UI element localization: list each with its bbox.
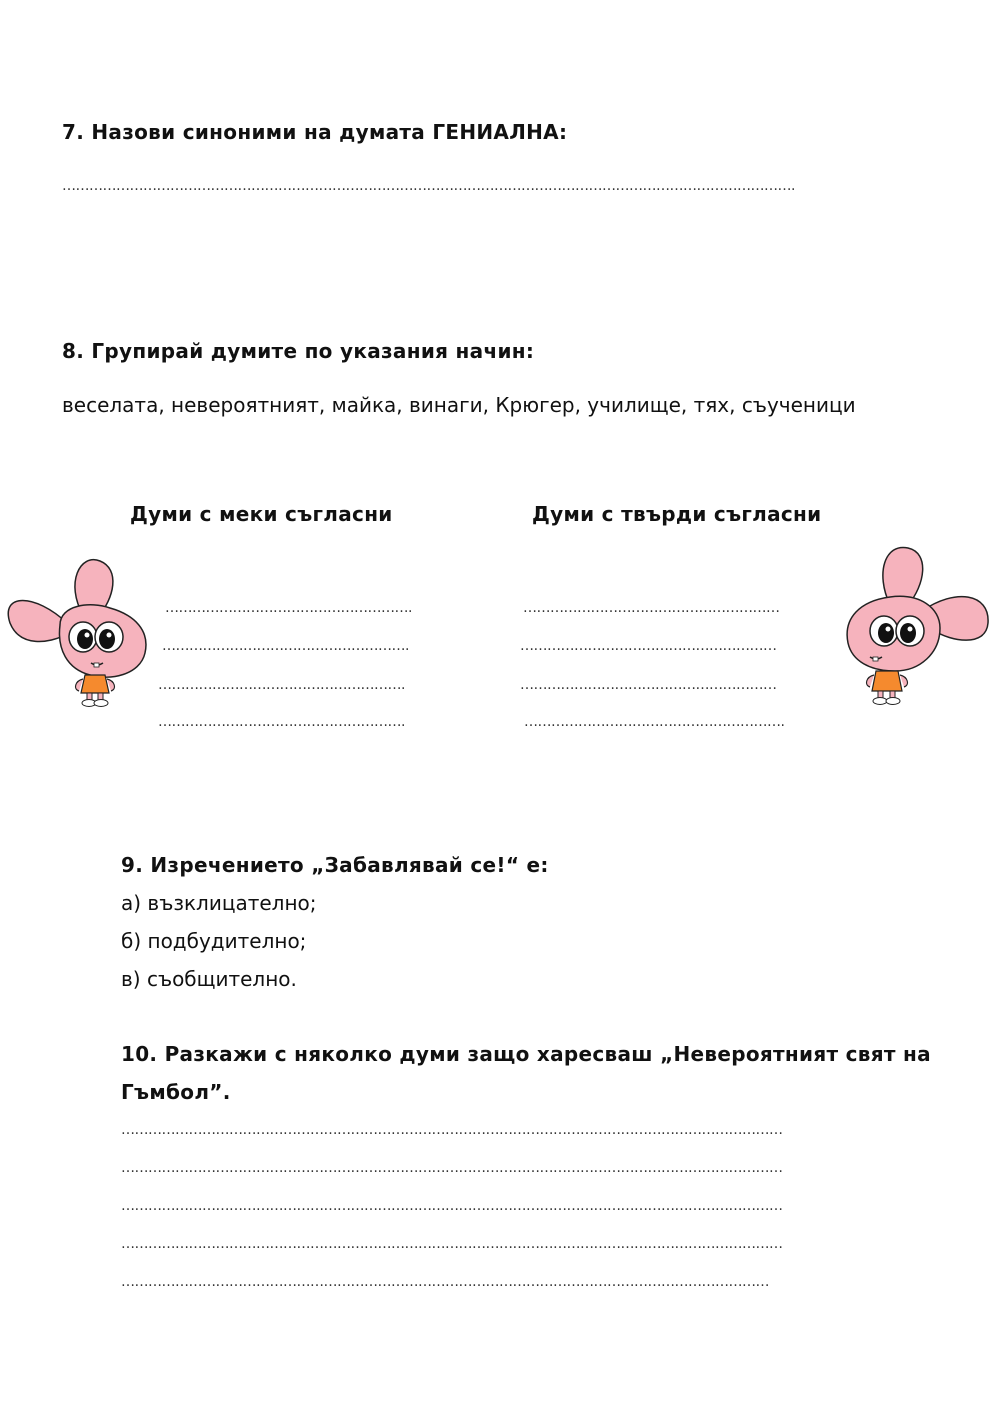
q9-option-b[interactable]: б) подбудително; [121,929,307,953]
q10-answer-line[interactable]: ………………………………………………………………………………………………………………………………… [121,1122,783,1138]
q9-option-c[interactable]: в) съобщително. [121,967,297,991]
q7-answer-line[interactable]: ………………………………………………………………………………………………………………………………………………. [62,178,795,194]
q8-word-list: веселата, невероятният, майка, винаги, Крюгер, училище, тях, съученици [62,393,856,417]
pink-bunny-character-icon [5,553,155,708]
hard-answer-line[interactable]: ………………………………………………… [520,677,777,693]
hard-answer-line[interactable]: ………………………………………………… [520,638,777,654]
soft-answer-line[interactable]: ………………………………………………. [165,600,412,616]
q10-title-continued: Гъмбол”. [121,1080,231,1104]
soft-answer-line[interactable]: ………………………………………………. [158,714,405,730]
q10-answer-line[interactable]: ………………………………………………………………………………………………………………………………… [121,1160,783,1176]
hard-answer-line[interactable]: …………………………………………………. [524,714,785,730]
q7-title: 7. Назови синоними на думата ГЕНИАЛНА: [62,120,568,144]
soft-answer-line[interactable]: ………………………………………………. [162,638,409,654]
soft-consonants-header: Думи с меки съгласни [130,502,393,526]
q9-title: 9. Изречението „Забавлявай се!“ е: [121,853,549,877]
pink-bunny-character-icon [840,543,995,708]
q9-option-a[interactable]: а) възклицателно; [121,891,317,915]
q10-title: 10. Разкажи с няколко думи защо харесваш „Невероятният свят на [121,1042,931,1066]
q10-answer-line[interactable]: ………………………………………………………………………………………………………………………………… [121,1236,783,1252]
q10-answer-line[interactable]: ……………………………………………………………………………………………………………………………… [121,1274,769,1290]
q8-title: 8. Групирай думите по указания начин: [62,339,535,363]
soft-answer-line[interactable]: ………………………………………………. [158,677,405,693]
hard-consonants-header: Думи с твърди съгласни [532,502,822,526]
hard-answer-line[interactable]: ………………………………………………… [523,600,780,616]
q10-answer-line[interactable]: ………………………………………………………………………………………………………………………………… [121,1198,783,1214]
